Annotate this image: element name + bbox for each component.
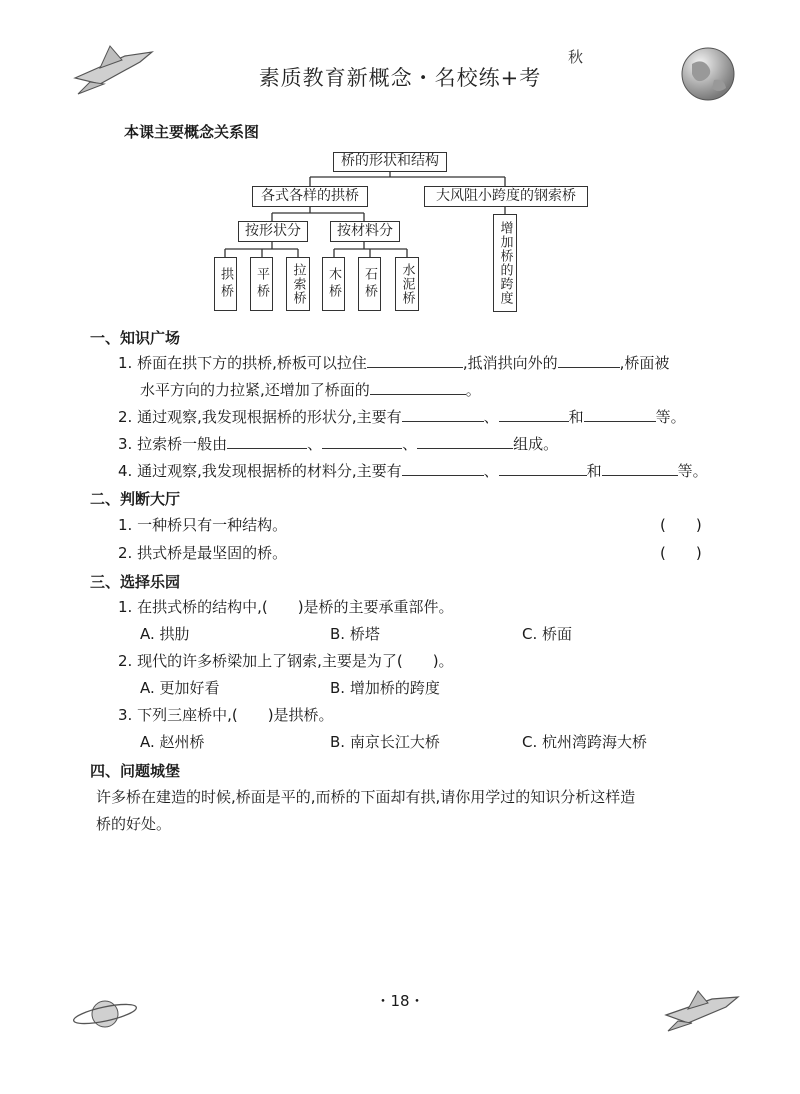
diagram-leaf-cement: 水泥桥 <box>395 257 419 311</box>
section-judge: 二、判断大厅 <box>90 490 181 508</box>
knowledge-q3: 3. 拉索桥一般由 、 、 组成。 <box>118 435 559 453</box>
answer-blank[interactable] <box>584 406 656 422</box>
page-number: ・18・ <box>375 992 425 1010</box>
answer-blank[interactable] <box>370 379 466 395</box>
diagram-root: 桥的形状和结构 <box>333 152 447 172</box>
choice-q2-option-a[interactable]: A. 更加好看 <box>140 679 220 697</box>
choice-q3-option-b[interactable]: B. 南京长江大桥 <box>330 733 440 751</box>
choice-q3-option-c[interactable]: C. 杭州湾跨海大桥 <box>522 733 648 751</box>
answer-blank[interactable] <box>602 460 678 476</box>
diagram-leaf-span: 增加桥的跨度 <box>493 214 517 312</box>
diagram-arch-bridges: 各式各样的拱桥 <box>252 186 368 207</box>
judge-answer-1[interactable]: ( ) <box>660 516 702 534</box>
knowledge-q1-line1: 1. 桥面在拱下方的拱桥,桥板可以拉住 ,抵消拱向外的 ,桥面被 <box>118 354 670 372</box>
choice-q1-stem: 1. 在拱式桥的结构中,( )是桥的主要承重部件。 <box>118 598 454 616</box>
question-line-1: 许多桥在建造的时候,桥面是平的,而桥的下面却有拱,请你用学过的知识分析这样造 <box>96 788 636 806</box>
choice-q1-option-b[interactable]: B. 桥塔 <box>330 625 380 643</box>
choice-q1-option-c[interactable]: C. 桥面 <box>522 625 573 643</box>
season-label: 秋 <box>568 48 584 66</box>
answer-blank[interactable] <box>402 406 484 422</box>
diagram-cable-bridges: 大风阻小跨度的钢索桥 <box>424 186 588 207</box>
choice-q3-stem: 3. 下列三座桥中,( )是拱桥。 <box>118 706 334 724</box>
diagram-leaf-flat: 平桥 <box>250 257 273 311</box>
answer-blank[interactable] <box>417 433 513 449</box>
judge-item-2: 2. 拱式桥是最坚固的桥。 <box>118 544 288 562</box>
page-title: 素质教育新概念・名校练+考 <box>258 66 542 90</box>
diagram-by-shape: 按形状分 <box>238 221 308 242</box>
choice-q1-option-a[interactable]: A. 拱肋 <box>140 625 190 643</box>
section-knowledge: 一、知识广场 <box>90 329 181 347</box>
diagram-by-material: 按材料分 <box>330 221 400 242</box>
diagram-leaf-arch: 拱桥 <box>214 257 237 311</box>
section-choice: 三、选择乐园 <box>90 573 181 591</box>
answer-blank[interactable] <box>402 460 484 476</box>
choice-q2-stem: 2. 现代的许多桥梁加上了钢索,主要是为了( )。 <box>118 652 454 670</box>
judge-item-1: 1. 一种桥只有一种结构。 <box>118 516 288 534</box>
answer-blank[interactable] <box>227 433 307 449</box>
answer-blank[interactable] <box>499 406 569 422</box>
choice-q2-option-b[interactable]: B. 增加桥的跨度 <box>330 679 440 697</box>
diagram-leaf-stone: 石桥 <box>358 257 381 311</box>
answer-blank[interactable] <box>499 460 587 476</box>
knowledge-q1-line2: 水平方向的力拉紧,还增加了桥面的 。 <box>140 381 481 399</box>
question-line-2: 桥的好处。 <box>96 815 172 833</box>
diagram-leaf-cable: 拉索桥 <box>286 257 310 311</box>
knowledge-q4: 4. 通过观察,我发现根据桥的材料分,主要有 、 和 等。 <box>118 462 708 480</box>
answer-blank[interactable] <box>367 352 463 368</box>
choice-q3-option-a[interactable]: A. 赵州桥 <box>140 733 205 751</box>
diagram-leaf-wood: 木桥 <box>322 257 345 311</box>
knowledge-q2: 2. 通过观察,我发现根据桥的形状分,主要有 、 和 等。 <box>118 408 686 426</box>
section-question: 四、问题城堡 <box>90 762 181 780</box>
judge-answer-2[interactable]: ( ) <box>660 544 702 562</box>
diagram-title: 本课主要概念关系图 <box>124 123 260 141</box>
answer-blank[interactable] <box>322 433 402 449</box>
answer-blank[interactable] <box>558 352 620 368</box>
